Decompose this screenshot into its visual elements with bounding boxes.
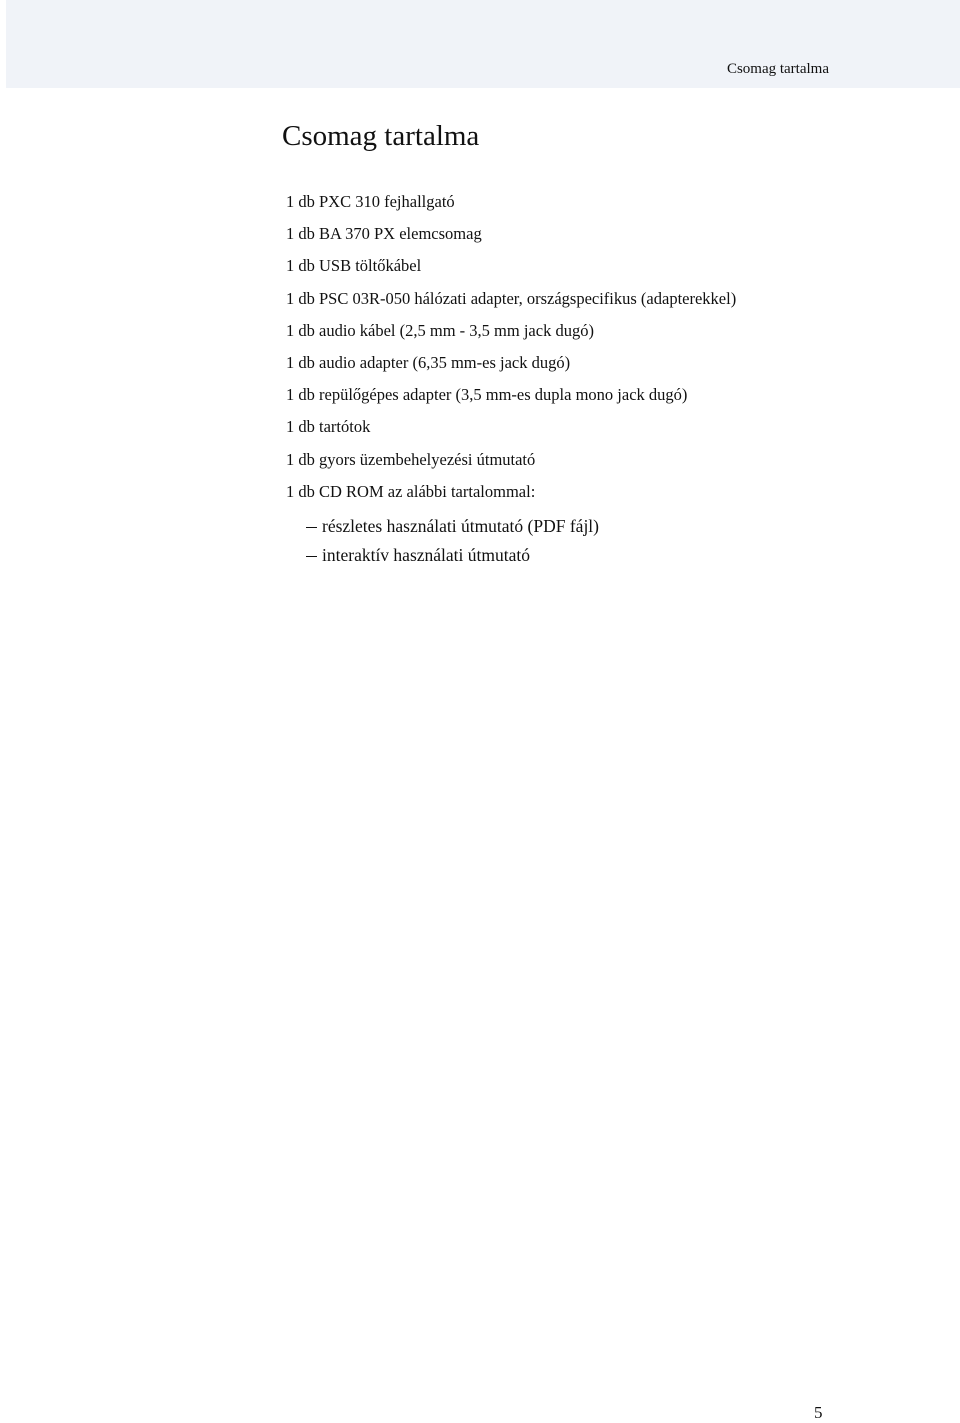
list-item: 1 db gyors üzembehelyezési útmutató: [286, 449, 536, 469]
dash-bullet-icon: [306, 556, 317, 557]
list-item: 1 db PSC 03R-050 hálózati adapter, országspecifikus (adapterekkel): [286, 288, 737, 308]
dash-bullet-icon: [306, 527, 317, 528]
sub-list-item: [306, 512, 599, 541]
page-number: 5: [814, 1403, 823, 1422]
list-item: 1 db audio adapter (6,35 mm-es jack dugó): [286, 353, 571, 373]
list-item: 1 db CD ROM az alábbi tartalommal:: [286, 481, 536, 501]
package-contents-list: [286, 186, 736, 508]
list-item: 1 db PXC 310 fejhallgató: [286, 192, 455, 211]
list-item: 1 db tartótok: [286, 417, 371, 437]
list-item: 1 db audio kábel (2,5 mm - 3,5 mm jack dugó): [286, 320, 594, 340]
list-item: 1 db USB töltőkábel: [286, 256, 422, 276]
sub-list-item: [306, 541, 599, 570]
list-item: 1 db repülőgépes adapter (3,5 mm-es dupla mono jack dugó): [286, 385, 688, 405]
page-header: [6, 0, 960, 88]
cd-contents-list: [306, 512, 599, 570]
list-item: 1 db BA 370 PX elemcsomag: [286, 224, 482, 244]
sub-list-item-label: részletes használati útmutató (PDF fájl): [322, 516, 600, 536]
page-title: Csomag tartalma: [282, 120, 480, 152]
running-header-title: Csomag tartalma: [726, 61, 829, 77]
sub-list-item-label: interaktív használati útmutató: [322, 545, 530, 565]
